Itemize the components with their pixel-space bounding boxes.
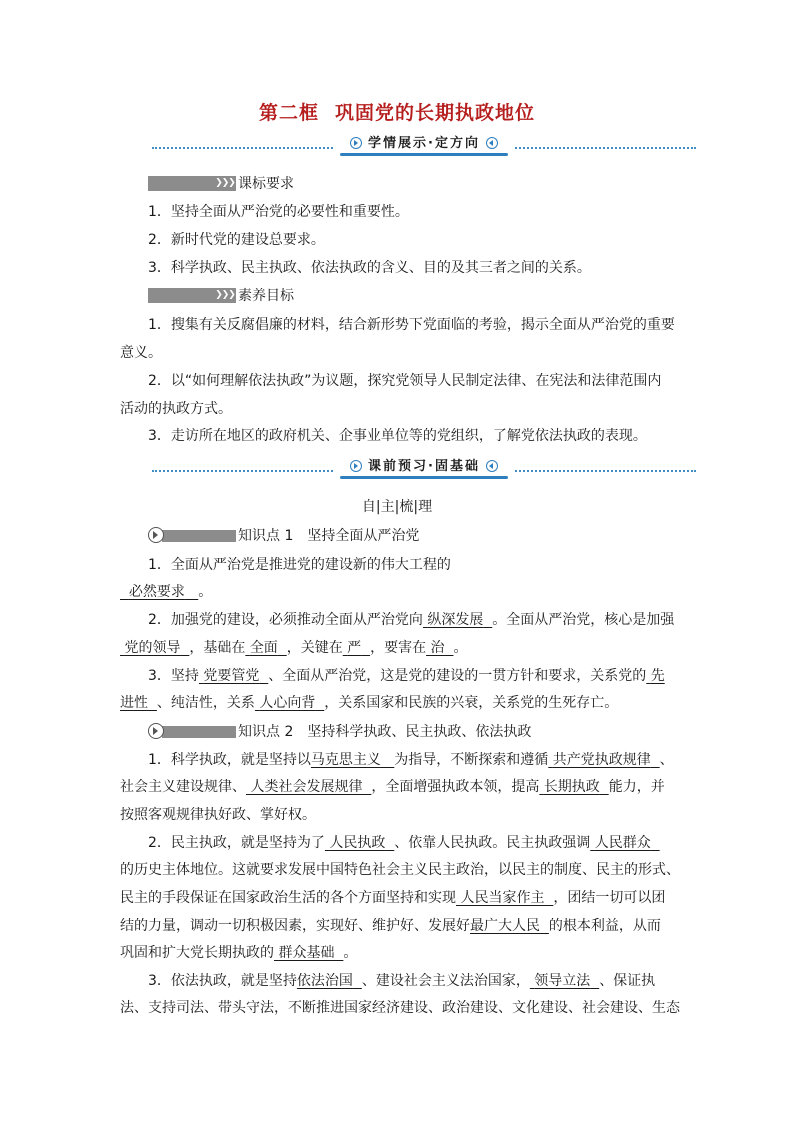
title-part2: 巩固党的长期执政地位 [335,102,536,124]
text: ，全面增强执政本领，提高 [371,779,540,795]
banner-label: 学情展示·定方向 [368,136,480,151]
answer-text: 人心向背 [259,695,316,711]
banner-tab [334,457,514,479]
answer-text: 领导立法 [534,973,591,989]
answer-text: 纵深发展 [427,612,484,628]
subsection-title: 自|主|梳|理 [361,499,433,515]
answer-blank [590,835,659,851]
answer-text: 人类社会发展规律 [250,779,363,795]
req-item-2: 2．新时代党的建设总要求。 [148,232,325,248]
text: ，基础在 [189,640,246,656]
kp1-sentence-2-cont [120,639,680,657]
answer-blank [423,612,492,628]
answer-blank [297,973,362,989]
banner-underline [340,153,508,156]
kp1-sentence-3 [148,667,680,685]
arrow-right-icon [350,137,362,149]
answer-blank [456,890,553,906]
answer-blank [199,668,268,684]
answer-text: 党的领导 [124,640,181,656]
goal-item-2: 2．以“如何理解依法执政”为议题，探究党领导人民制定法律、在宪法和法律范围内 [148,373,662,389]
answer-blank [246,779,371,795]
kp2-sentence-1-end: 按照客观规律执好政、掌好权。 [120,807,316,823]
text: 的根本利益，从而 [548,918,661,934]
text: 3．坚持 [148,668,199,684]
answer-blank [530,973,599,989]
text: 社会主义建设规律、 [120,779,246,795]
answer-blank [325,835,394,851]
answer-blank [255,695,324,711]
title-part1: 第二框 [258,102,319,124]
text: ，关系国家和民族的兴衰，关系党的生死存亡。 [324,695,619,711]
heading-label: 课标要求 [238,176,294,192]
answer-text: 党要管党 [203,668,260,684]
answer-blank [120,695,157,711]
heading-bar [162,530,236,542]
text: 1．科学执政，就是坚持以 [148,752,311,768]
answer-text: 严 [347,640,362,656]
text: 。 [343,945,358,961]
kp1-sentence-1-cont [120,583,680,601]
req-item-3: 3．科学执政、民主执政、依法执政的含义、目的及其三者之间的关系。 [148,260,591,276]
play-circle-icon [148,527,164,543]
answer-text: 马克思主义 [310,752,381,768]
banner-preview [152,457,696,481]
text: 为指导，不断探索和遵循 [394,752,549,768]
kp2-sentence-2-line5 [120,944,680,962]
answer-blank [343,640,370,656]
triple-chevron-icon: ❯❯❯ [214,288,236,303]
answer-text: 治 [430,640,445,656]
answer-blank [426,640,453,656]
arrow-left-icon [486,460,498,472]
answer-text: 进性 [120,695,148,711]
goal-item-1: 1．搜集有关反腐倡廉的材料，结合新形势下党面临的考验，揭示全面从严治党的重要 [148,317,675,333]
arrow-left-icon [486,137,498,149]
text: 、全面从严治党，这是党的建设的一贯方针和要求，关系党的 [268,668,647,684]
kp2-sentence-1-cont [120,778,680,796]
answer-blank [120,640,189,656]
text: 。 [198,584,213,600]
text: 巩固和扩大党长期执政的 [120,945,274,961]
answer-text: 人民群众 [594,835,651,851]
answer-blank [311,752,394,768]
text: 、依靠人民执政。民主执政强调 [394,835,591,851]
kp2-sentence-2-line2: 的历史主体地位。这就要求发展中国特色社会主义民主政治，以民主的制度、民主的形式、 [120,862,680,878]
text: 。 [453,640,468,656]
goal-item-1-cont: 意义。 [120,345,162,361]
banner-study-situation [152,134,696,158]
answer-text: 人民执政 [329,835,386,851]
answer-text: 群众基础 [278,945,335,961]
answer-text: 人民当家作主 [460,890,545,906]
kp2-sentence-2 [148,834,680,852]
text: 、保证执 [599,973,656,989]
answer-blank [539,779,608,795]
banner-label: 课前预习·固基础 [368,459,480,474]
answer-text: 先 [650,668,665,684]
text: ，关键在 [286,640,343,656]
heading-label: 知识点 2 坚持科学执政、民主执政、依法执政 [238,724,532,740]
text: 、 [659,752,674,768]
kp2-sentence-3 [148,972,680,990]
triple-chevron-icon: ❯❯❯ [214,176,236,191]
heading-bar [148,176,214,191]
play-circle-icon [148,723,164,739]
answer-text: 必然要求 [128,584,185,600]
arrow-right-icon [350,460,362,472]
text: 1．全面从严治党是推进党的建设新的伟大工程的 [148,557,451,573]
goal-item-3: 3．走访所在地区的政府机关、企事业单位等的党组织，了解党依法执政的表现。 [148,428,647,444]
answer-blank [548,752,659,768]
answer-text: 最广大人民 [470,918,540,934]
text: 、建设社会主义法治国家， [361,973,530,989]
heading-bar [148,288,214,303]
answer-blank [274,945,343,961]
heading-label: 素养目标 [238,288,294,304]
text: ，团结一切可以团 [553,890,666,906]
text: 2．民主执政，就是坚持为了 [148,835,325,851]
kp2-sentence-3-cont: 法、支持司法、带头守法，不断推进国家经济建设、政治建设、文化建设、社会建设、生态 [120,1000,680,1016]
text: 结的力量，调动一切积极因素，实现好、维护好、发展好 [120,918,470,934]
text: 民主的手段保证在国家政治生活的各个方面坚持和实现 [120,890,456,906]
kp1-sentence-2 [148,611,680,629]
answer-blank [245,640,286,656]
kp2-sentence-2-line4 [120,917,680,935]
page-title [0,98,794,125]
kp1-sentence-1 [148,556,680,574]
text: 能力，并 [608,779,665,795]
text: 2．加强党的建设，必须推动全面从严治党向 [148,612,423,628]
kp2-sentence-1 [148,751,680,769]
kp2-sentence-2-line3 [120,889,680,907]
req-item-1: 1．坚持全面从严治党的必要性和重要性。 [148,204,409,220]
answer-text: 长期执政 [543,779,600,795]
heading-bar [162,726,236,738]
banner-underline [340,476,508,479]
answer-blank [120,584,198,600]
text: 。全面从严治党，核心是加强 [492,612,675,628]
kp1-sentence-3-cont [120,694,680,712]
goal-item-2-cont: 活动的执政方式。 [120,401,232,417]
text: 3．依法执政，就是坚持 [148,973,297,989]
answer-text: 依法治国 [296,973,353,989]
answer-text: 全面 [249,640,278,656]
answer-blank [470,918,549,934]
text: ，要害在 [370,640,427,656]
answer-blank [646,668,664,684]
answer-text: 共产党执政规律 [552,752,651,768]
banner-tab [334,134,514,156]
heading-label: 知识点 1 坚持全面从严治党 [238,528,420,544]
text: 、纯洁性，关系 [156,695,255,711]
